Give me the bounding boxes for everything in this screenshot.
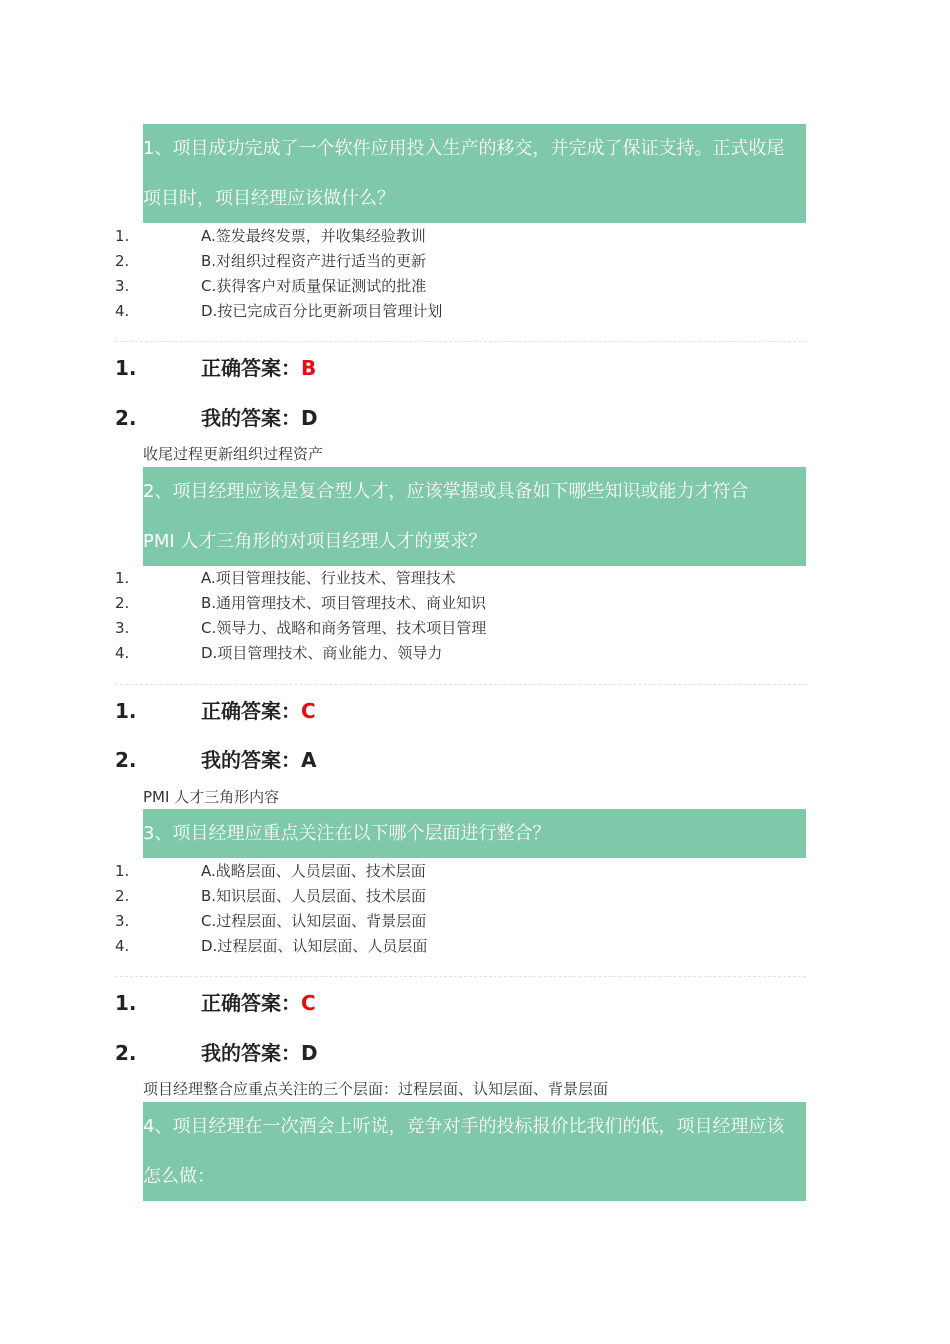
option-number: 2. <box>115 887 130 905</box>
question-1-explanation: 收尾过程更新组织过程资产 <box>143 445 324 463</box>
question-1-banner <box>143 124 806 223</box>
question-2-option-a <box>0 566 950 591</box>
question-3-option-b <box>0 884 950 909</box>
option-number: 1. <box>115 862 130 880</box>
question-3-line-1: 3、项目经理应重点关注在以下哪个层面进行整合？ <box>143 823 551 844</box>
question-4-line-2: 怎么做： <box>143 1166 215 1187</box>
option-number: 3. <box>115 277 130 295</box>
option-text: D.过程层面、认知层面、人员层面 <box>201 937 428 955</box>
divider <box>115 341 806 342</box>
answer-number: 1. <box>115 356 137 380</box>
option-text: C.获得客户对质量保证测试的批准 <box>201 277 427 295</box>
correct-answer-value: B <box>301 356 317 380</box>
question-4-banner <box>143 1102 806 1201</box>
option-text: D.按已完成百分比更新项目管理计划 <box>201 302 443 320</box>
divider <box>115 976 806 977</box>
answer-number: 2. <box>115 748 137 772</box>
question-2-my-answer <box>0 742 950 778</box>
question-4-line-1: 4、项目经理在一次酒会上听说，竞争对手的投标报价比我们的低，项目经理应该 <box>143 1116 785 1137</box>
question-2-line-2: PMI 人才三角形的对项目经理人才的要求？ <box>143 531 487 552</box>
question-1-my-answer <box>0 400 950 436</box>
question-2-option-b <box>0 591 950 616</box>
option-number: 4. <box>115 937 130 955</box>
question-1-line-1: 1、项目成功完成了一个软件应用投入生产的移交，并完成了保证支持。正式收尾 <box>143 138 785 159</box>
question-3-option-d <box>0 934 950 959</box>
option-text: B.对组织过程资产进行适当的更新 <box>201 252 427 270</box>
answer-number: 1. <box>115 699 137 723</box>
divider <box>115 684 806 685</box>
option-number: 4. <box>115 644 130 662</box>
correct-answer-value: C <box>301 699 316 723</box>
my-answer-value: D <box>301 1041 318 1065</box>
question-3-explanation: 项目经理整合应重点关注的三个层面：过程层面、认知层面、背景层面 <box>143 1080 609 1098</box>
option-text: A.项目管理技能、行业技术、管理技术 <box>201 569 456 587</box>
option-text: B.通用管理技术、项目管理技术、商业知识 <box>201 594 487 612</box>
option-number: 1. <box>115 227 130 245</box>
correct-answer-label: 正确答案：C <box>201 699 316 723</box>
question-3-option-c <box>0 909 950 934</box>
my-answer-value: A <box>301 748 317 772</box>
question-2-explanation: PMI 人才三角形内容 <box>143 788 280 806</box>
question-2-correct-answer <box>0 693 950 729</box>
option-text: C.过程层面、认知层面、背景层面 <box>201 912 427 930</box>
question-1-correct-answer <box>0 350 950 386</box>
answer-number: 2. <box>115 1041 137 1065</box>
option-number: 2. <box>115 594 130 612</box>
question-3-correct-answer <box>0 985 950 1021</box>
question-2-option-c <box>0 616 950 641</box>
option-text: D.项目管理技术、商业能力、领导力 <box>201 644 443 662</box>
option-number: 2. <box>115 252 130 270</box>
question-1-option-b <box>0 249 950 274</box>
option-number: 3. <box>115 912 130 930</box>
answer-number: 1. <box>115 991 137 1015</box>
my-answer-label: 我的答案：D <box>201 1041 318 1065</box>
correct-answer-label: 正确答案：B <box>201 356 317 380</box>
option-text: B.知识层面、人员层面、技术层面 <box>201 887 427 905</box>
correct-answer-label: 正确答案：C <box>201 991 316 1015</box>
my-answer-label: 我的答案：A <box>201 748 317 772</box>
question-1-option-d <box>0 299 950 324</box>
option-text: C.领导力、战略和商务管理、技术项目管理 <box>201 619 487 637</box>
question-1-option-a <box>0 224 950 249</box>
my-answer-value: D <box>301 406 318 430</box>
question-2-banner <box>143 467 806 566</box>
question-3-banner <box>143 809 806 858</box>
question-1-option-c <box>0 274 950 299</box>
answer-number: 2. <box>115 406 137 430</box>
my-answer-label: 我的答案：D <box>201 406 318 430</box>
question-1-line-2: 项目时，项目经理应该做什么？ <box>143 188 395 209</box>
question-3-my-answer <box>0 1035 950 1071</box>
question-3-option-a <box>0 859 950 884</box>
question-2-line-1: 2、项目经理应该是复合型人才，应该掌握或具备如下哪些知识或能力才符合 <box>143 481 749 502</box>
option-text: A.战略层面、人员层面、技术层面 <box>201 862 426 880</box>
option-number: 1. <box>115 569 130 587</box>
option-number: 4. <box>115 302 130 320</box>
question-2-option-d <box>0 641 950 666</box>
option-text: A.签发最终发票，并收集经验教训 <box>201 227 426 245</box>
correct-answer-value: C <box>301 991 316 1015</box>
option-number: 3. <box>115 619 130 637</box>
